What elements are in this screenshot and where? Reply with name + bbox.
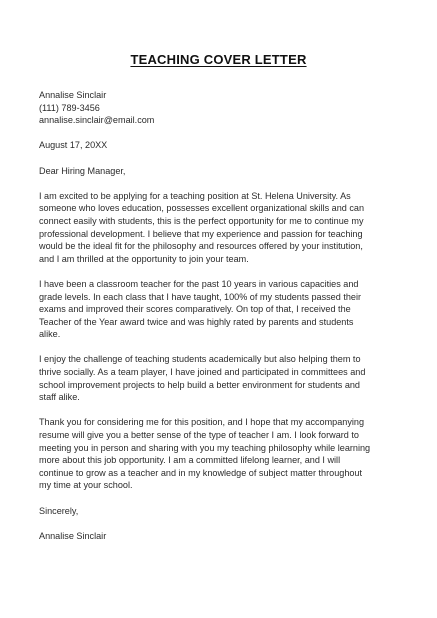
closing: Sincerely, [39, 505, 79, 516]
paragraph-line: exams and improved their scores comparatively. On top of that, I received the [39, 304, 351, 315]
paragraph-line: resume will give you a better sense of the type of teacher I am. I look forward to [39, 430, 359, 441]
paragraph-line: staff alike. [39, 392, 80, 403]
paragraph-line: alike. [39, 329, 61, 340]
paragraph-line: I am excited to be applying for a teaching position at St. Helena University. As [39, 190, 351, 201]
letter-date: August 17, 20XX [39, 140, 108, 151]
paragraph-line: someone who loves education, possesses excellent organizational skills and can [39, 203, 365, 214]
paragraph-line: Thank you for considering me for this position, and I hope that my accompanying [39, 417, 365, 428]
paragraph-line: thrive socially. As a team player, I have joined and participated in committees and [39, 367, 366, 378]
paragraph-line: I enjoy the challenge of teaching students academically but also helping them to [39, 354, 361, 365]
paragraph-line: meeting you in person and sharing with you my teaching philosophy while learning [39, 442, 371, 453]
paragraph-line: grade levels. In each class that I have taught, 100% of my students passed their [39, 291, 362, 302]
paragraph-line: school improvement projects to help build a better environment for students and [39, 379, 360, 390]
paragraph-line: I have been a classroom teacher for the past 10 years in various capacities and [39, 278, 359, 289]
paragraph-2 [39, 278, 398, 341]
paragraph-line: Teacher of the Year award twice and was highly rated by parents and students [39, 316, 354, 327]
letter-title: TEACHING COVER LETTER [130, 52, 307, 67]
paragraph-line: connect easily with students, this is the perfect opportunity for me to continue my [39, 215, 364, 226]
paragraph-line: and I am thrilled at the opportunity to join your team. [39, 253, 249, 264]
paragraph-line: would be the ideal fit for the philosophy and resources offered by your institution, [39, 241, 363, 252]
paragraph-4 [39, 416, 398, 492]
sender-name: Annalise Sinclair [39, 90, 107, 100]
paragraph-line: more about this job opportunity. I am a committed lifelong learner, and I will [39, 455, 341, 466]
paragraph-3 [39, 353, 398, 403]
paragraph-line: my time at your school. [39, 480, 133, 491]
sender-info [39, 89, 398, 127]
paragraph-line: professional development. I believe that my experience and passion for teaching [39, 228, 363, 239]
sender-phone: (111) 789-3456 [39, 102, 100, 113]
salutation: Dear Hiring Manager, [39, 165, 126, 176]
sender-email: annalise.sinclair@email.com [39, 115, 155, 126]
paragraph-line: continue to grow as a teacher and in my knowledge of subject matter throughout [39, 467, 363, 478]
signature: Annalise Sinclair [39, 530, 107, 541]
paragraph-1 [39, 190, 398, 266]
